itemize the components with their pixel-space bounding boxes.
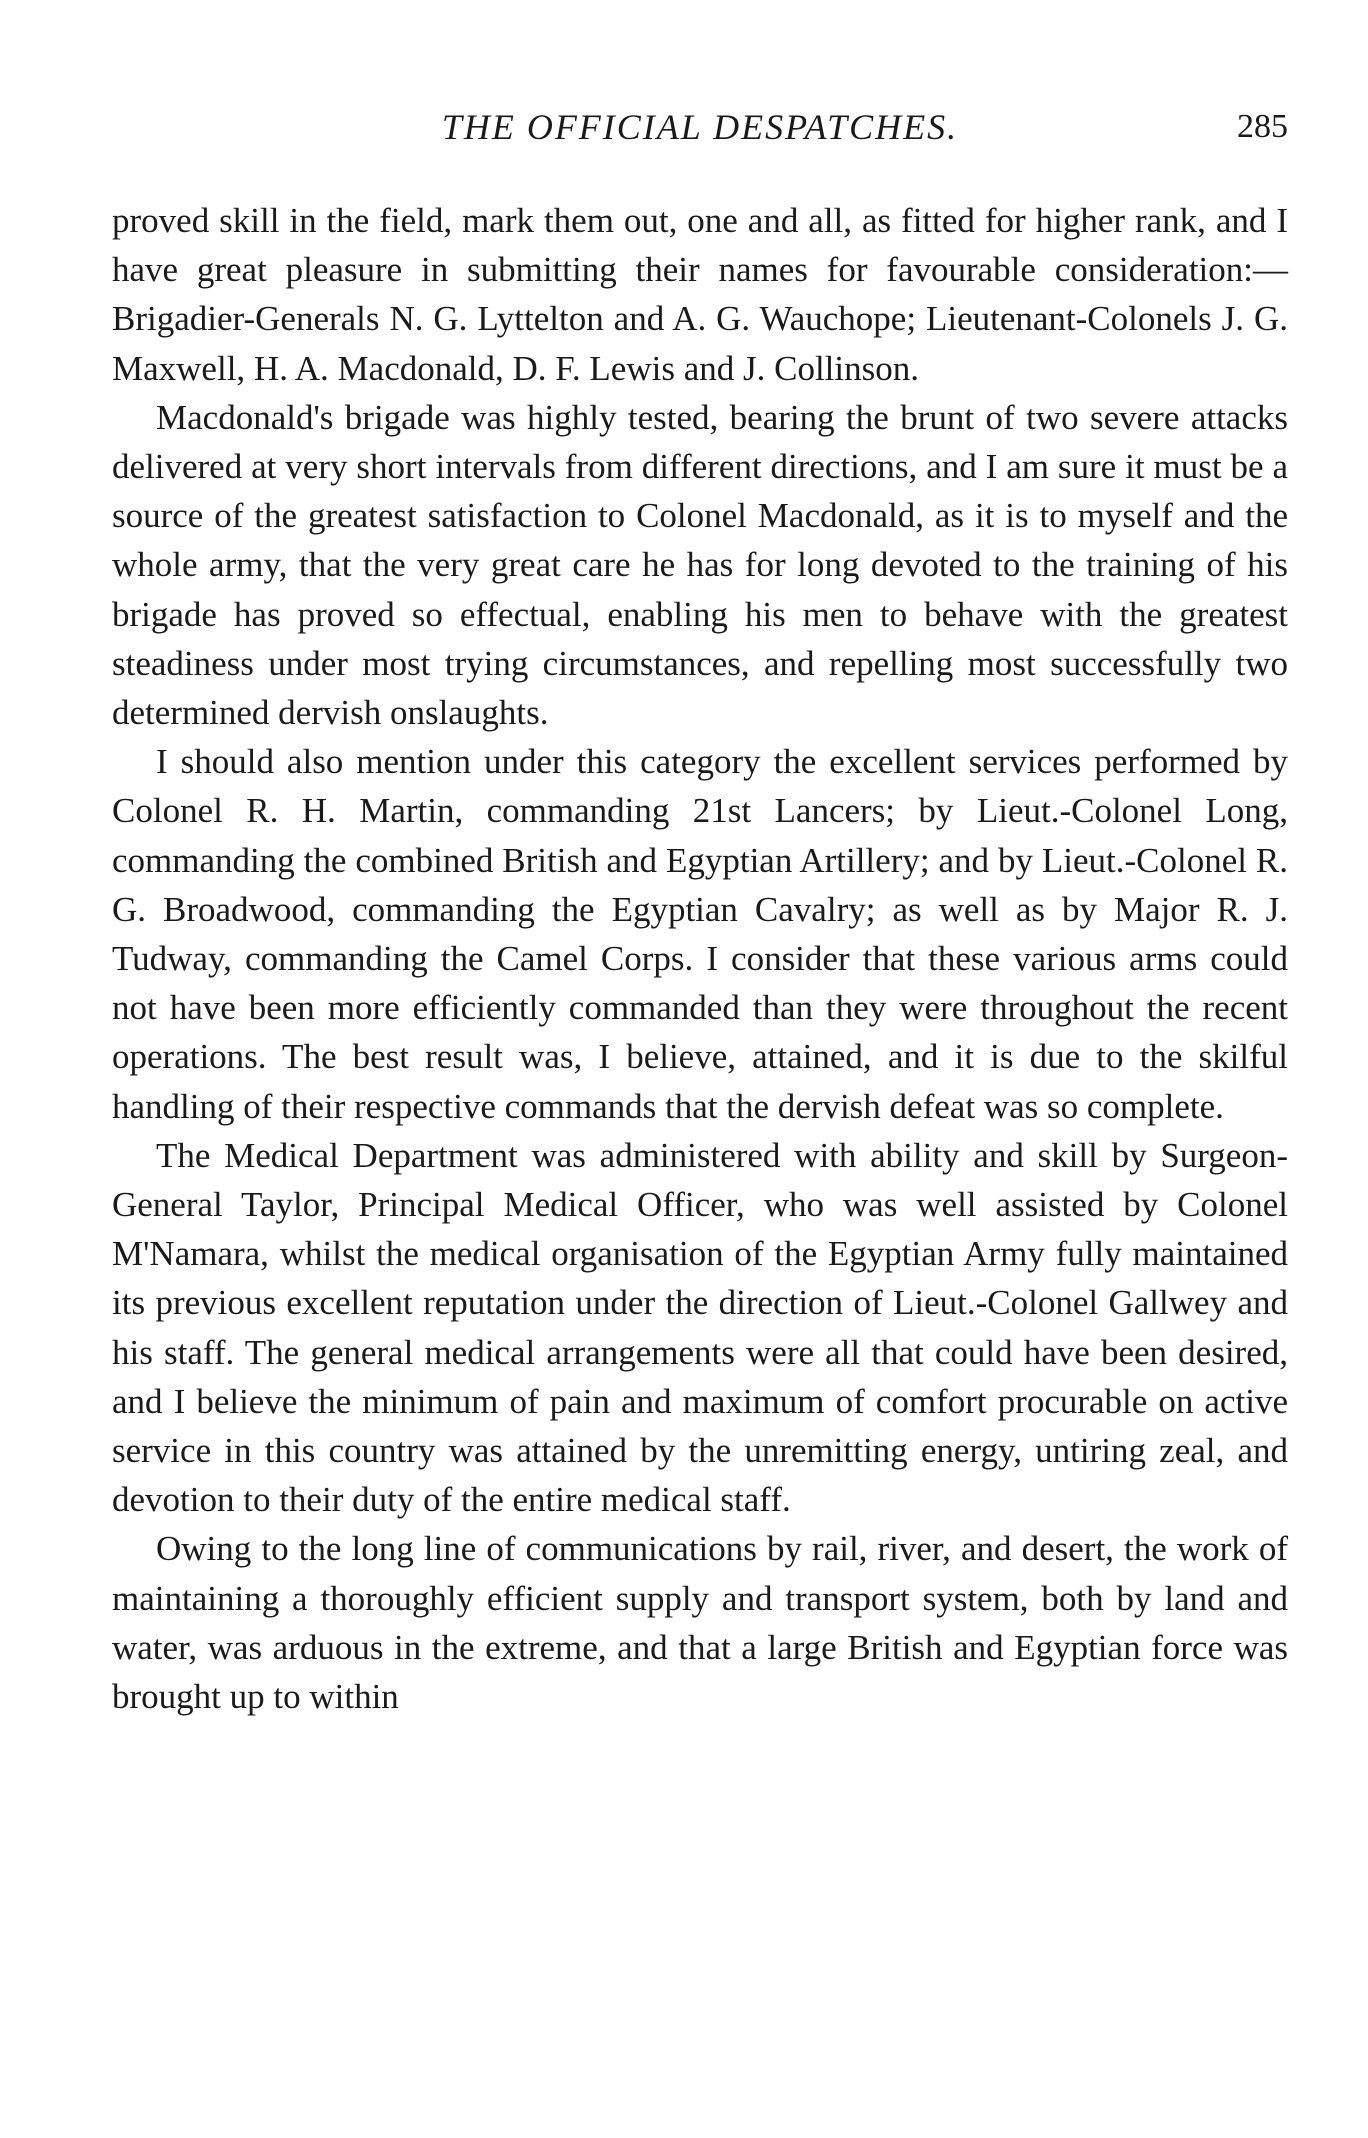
paragraph-commanders: I should also mention under this category the excellent services performed by Colonel R. H. Martin, commanding 21st Lancers; by Lieut.-Colonel Long, commanding the combined British and Egyptian Artillery; and by Lieut.-Colonel R. G. Broadwood, commanding the Egyptian Cavalry; as well as by Major R. J. Tudway, commanding the Camel Corps. I consider that these various arms could not have been more efficiently commanded than they were throughout the recent operations. The best result was, I believe, attained, and it is due to the skilful handling of their respective commands that the dervish defeat was so complete. <box>112 742 1288 1126</box>
paragraph-medical-department: The Medical Department was administered with ability and skill by Surgeon-General Taylor, Principal Medical Officer, who was well assisted by Colonel M'Namara, whilst the medical organisation of the Egyptian Army fully maintained its previous excellent reputation under the direction of Lieut.-Colonel Gallwey and his staff. The general medical arrangements were all that could have been desired, and I believe the minimum of pain and maximum of comfort procurable on active service in this country was attained by the unremitting energy, untiring zeal, and devotion to their duty of the entire medical staff. <box>112 1135 1288 1520</box>
paragraph-macdonald-brigade: Macdonald's brigade was highly tested, bearing the brunt of two severe attacks delivered at very short intervals from different directions, and I am sure it must be a source of the greatest satisfaction to Colonel Macdonald, as it is to myself and the whole army, that the very great care he has for long devoted to the training of his brigade has proved so effectual, enabling his men to behave with the greatest steadiness under most trying circumstances, and repelling most successfully two determined dervish onslaughts. <box>112 397 1288 733</box>
body-text <box>112 196 1288 1721</box>
page-number: 285 <box>1237 108 1288 145</box>
page-header <box>112 106 1288 158</box>
paragraph-continued: proved skill in the field, mark them out, one and all, as fitted for higher rank, and I have great pleasure in submitting their names for favourable consideration:—Brigadier-Generals N. G. Lyttelton and A. G. Wauchope; Lieutenant-Colonels J. G. Maxwell, H. A. Macdonald, D. F. Lewis and J. Collinson. <box>112 201 1288 388</box>
paragraph-supply-transport: Owing to the long line of communications by rail, river, and desert, the work of maintaining a thoroughly efficient supply and transport system, both by land and water, was arduous in the extreme, and that a large British and Egyptian force was brought up to within <box>112 1529 1288 1717</box>
running-title: THE OFFICIAL DESPATCHES. <box>441 107 959 147</box>
